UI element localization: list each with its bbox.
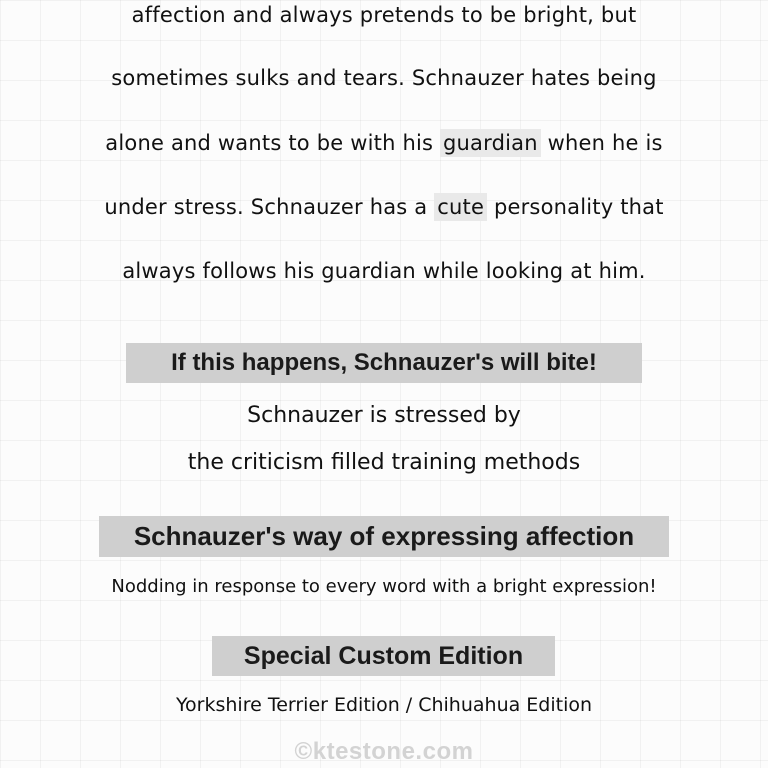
bite-line-1: Schnauzer is stressed by: [247, 403, 521, 428]
bite-section-title: If this happens, Schnauzer's will bite!: [126, 343, 642, 383]
highlight-guardian: guardian: [440, 129, 541, 157]
intro-line-2: sometimes sulks and tears. Schnauzer hates being: [111, 66, 657, 90]
edition-section-title: Special Custom Edition: [212, 636, 555, 676]
intro-line-5: always follows his guardian while looking at him.: [122, 259, 646, 283]
intro-line-3-before: alone and wants to be with his: [105, 131, 441, 155]
intro-line-3: [0, 128, 768, 158]
intro-line-3-after: when he is: [540, 131, 663, 155]
intro-line-4: [0, 192, 768, 222]
bite-line-2: the criticism filled training methods: [187, 450, 581, 475]
affection-line: Nodding in response to every word with a bright expression!: [111, 576, 657, 597]
intro-line-4-after: personality that: [487, 195, 664, 219]
intro-line-1: affection and always pretends to be bright, but: [131, 3, 637, 27]
edition-line: Yorkshire Terrier Edition / Chihuahua Edition: [175, 694, 593, 716]
affection-section-title: Schnauzer's way of expressing affection: [99, 516, 669, 557]
watermark: ©ktestone.com: [294, 738, 474, 765]
intro-line-4-before: under stress. Schnauzer has a: [104, 195, 435, 219]
highlight-cute: cute: [434, 193, 487, 221]
